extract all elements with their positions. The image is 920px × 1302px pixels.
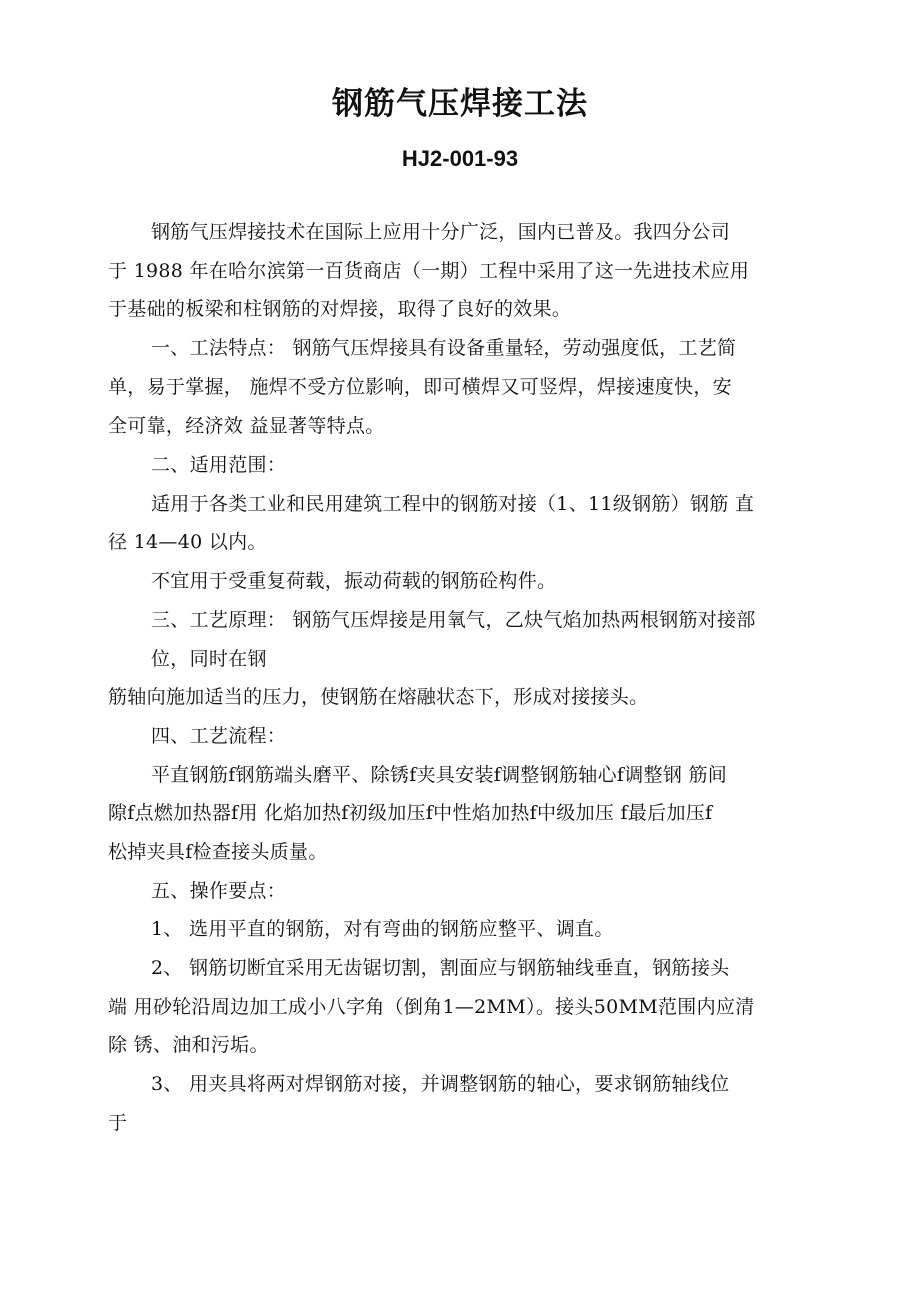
list-item: 1、 选用平直的钢筋，对有弯曲的钢筋应整平、调直。 [151,918,614,940]
body-line: 松掉夹具f检查接头质量。 [108,841,328,863]
body-line: 于 [108,1112,128,1134]
body-line: 隙f点燃加热器f用 化焰加热f初级加压f中性焰加热f中级加压 f最后加压f [108,802,713,824]
list-item: 2、 钢筋切断宜采用无齿锯切割，割面应与钢筋轴线垂直，钢筋接头 [151,957,730,979]
list-item: 3、 用夹具将两对焊钢筋对接，并调整钢筋的轴心，要求钢筋轴线位 [151,1073,730,1095]
body-line: 适用于各类工业和民用建筑工程中的钢筋对接（1、11级钢筋）钢筋 直 [151,493,755,515]
body-line: 位，同时在钢 [151,648,267,670]
body-line: 三、工艺原理： 钢筋气压焊接是用氧气，乙炔气焰加热两根钢筋对接部 [151,609,756,631]
body-line: 全可靠，经济效 益显著等特点。 [108,415,385,437]
body-line: 除 锈、油和污垢。 [108,1034,269,1056]
document-title: 钢筋气压焊接工法 [332,86,588,122]
section-heading: 四、工艺流程： [151,725,287,747]
section-heading: 二、适用范围： [151,454,287,476]
body-line: 于基础的板梁和柱钢筋的对焊接，取得了良好的效果。 [108,298,572,320]
body-line: 单，易于掌握， 施焊不受方位影响，即可横焊又可竖焊，焊接速度快，安 [108,376,732,398]
body-line: 端 用砂轮沿周边加工成小八字角（倒角1—2MM）。接头50MM范围内应清 [108,996,755,1018]
body-line: 筋轴向施加适当的压力，使钢筋在熔融状态下，形成对接接头。 [108,686,649,708]
section-heading: 五、操作要点： [151,880,287,902]
body-line: 钢筋气压焊接技术在国际上应用十分广泛，国内已普及。我四分公司 [151,221,731,243]
body-line: 于 1988 年在哈尔滨第一百货商店（一期）工程中采用了这一先进技术应用 [108,260,750,282]
body-line: 径 14—40 以内。 [108,531,267,553]
body-line: 平直钢筋f钢筋端头磨平、除锈f夹具安装f调整钢筋轴心f调整钢 筋间 [151,764,728,786]
body-line: 一、工法特点： 钢筋气压焊接具有设备重量轻，劳动强度低，工艺简 [151,337,737,359]
body-line: 不宜用于受重复荷载，振动荷载的钢筋砼构件。 [151,570,557,592]
document-code: HJ2-001-93 [401,146,519,171]
